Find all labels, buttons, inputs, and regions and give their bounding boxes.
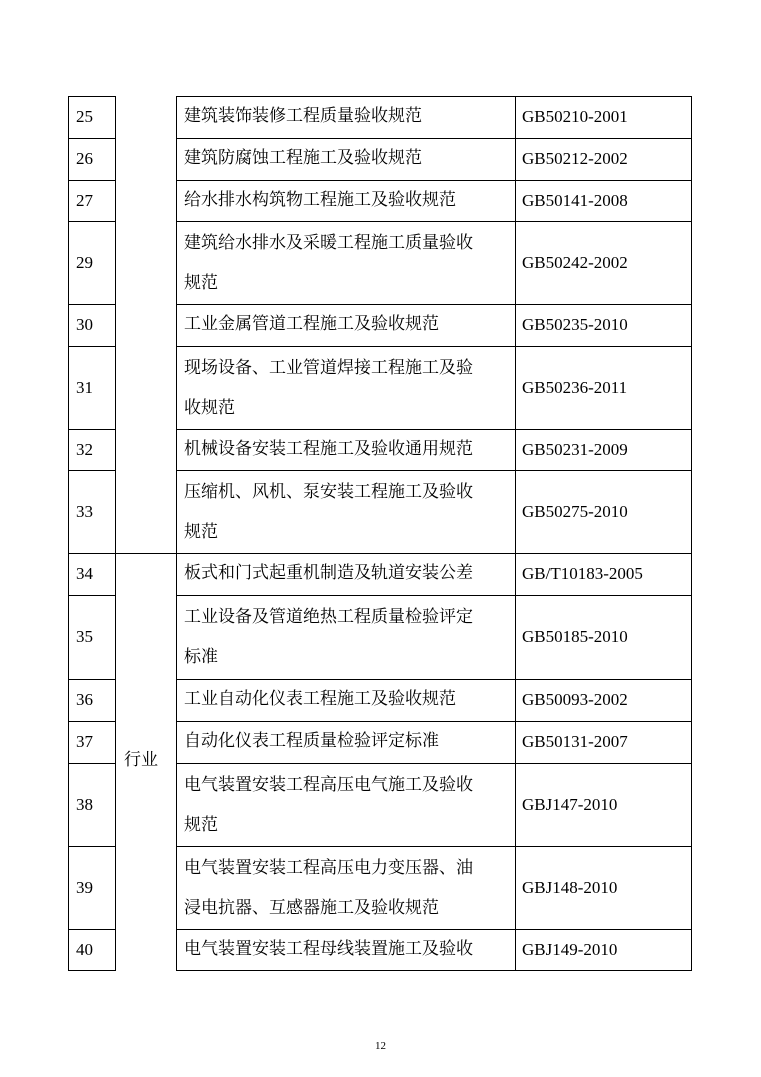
standard-name: [176, 429, 515, 470]
standard-name-line: 工业设备及管道绝热工程质量检验评定: [184, 607, 473, 627]
category-cell-industry: 行业: [124, 750, 158, 770]
standard-name-line: 规范: [184, 521, 218, 542]
row-number: 26: [76, 149, 93, 168]
standard-name-line: 建筑防腐蚀工程施工及验收规范: [184, 148, 422, 168]
standard-code: GB50242-2002: [522, 252, 628, 272]
standard-name-line: 压缩机、风机、泵安装工程施工及验收: [184, 481, 473, 502]
standard-name-line: 给水排水构筑物工程施工及验收规范: [184, 190, 456, 210]
standard-name-line: 现场设备、工业管道焊接工程施工及验: [184, 357, 473, 378]
standard-name-line: 浸电抗器、互感器施工及验收规范: [184, 897, 439, 918]
standard-code: GB50141-2008: [522, 190, 628, 210]
table-border-v: [691, 96, 692, 971]
standard-name-line: 工业自动化仪表工程施工及验收规范: [184, 689, 456, 709]
standard-name: [176, 553, 515, 595]
standard-name: [176, 304, 515, 346]
page-number: 12: [375, 1040, 386, 1052]
standard-name: [176, 763, 515, 846]
standard-name-line: 电气装置安装工程高压电气施工及验收: [184, 774, 473, 795]
row-number: 33: [76, 501, 93, 521]
standard-name: [176, 846, 515, 929]
row-number: 31: [76, 377, 93, 397]
standard-name: [176, 595, 515, 679]
standard-code: GBJ149-2010: [522, 939, 618, 959]
standard-code: GBJ147-2010: [522, 794, 618, 814]
standard-name-line: 规范: [184, 272, 218, 293]
standard-name-line: 收规范: [184, 397, 235, 418]
row-number: 34: [76, 564, 93, 583]
row-number: 25: [76, 107, 93, 126]
standard-name: [176, 221, 515, 304]
row-number: 36: [76, 690, 93, 709]
standard-name-line: 工业金属管道工程施工及验收规范: [184, 314, 439, 334]
standard-name-line: 板式和门式起重机制造及轨道安装公差: [184, 563, 473, 583]
standard-code: GB50131-2007: [522, 732, 628, 751]
row-number: 39: [76, 877, 93, 897]
standard-name: [176, 96, 515, 138]
standard-code: GB50212-2002: [522, 149, 628, 168]
standard-name-line: 机械设备安装工程施工及验收通用规范: [184, 439, 473, 459]
category-divider: [115, 553, 176, 554]
standard-name-line: 标准: [184, 647, 218, 667]
table-border-h: [68, 970, 116, 971]
standard-name-line: 自动化仪表工程质量检验评定标准: [184, 731, 439, 751]
standard-name-line: 电气装置安装工程母线装置施工及验收: [184, 939, 473, 959]
standard-code: GB50275-2010: [522, 501, 628, 521]
standard-code: GB50231-2009: [522, 439, 628, 459]
standard-code: GB50093-2002: [522, 690, 628, 709]
row-number: 29: [76, 252, 93, 272]
row-number: 27: [76, 190, 93, 210]
standard-code: GB50235-2010: [522, 315, 628, 334]
standard-name: [176, 679, 515, 721]
row-number: 37: [76, 732, 93, 751]
standard-name: [176, 138, 515, 180]
standard-name-line: 电气装置安装工程高压电力变压器、油: [184, 857, 473, 878]
standard-name-line: 建筑给水排水及采暖工程施工质量验收: [184, 232, 473, 253]
standard-code: GBJ148-2010: [522, 877, 618, 897]
standard-code: GB/T10183-2005: [522, 564, 643, 583]
row-number: 30: [76, 315, 93, 334]
standard-name-line: 建筑装饰装修工程质量验收规范: [184, 106, 422, 126]
standard-name: [176, 470, 515, 553]
standard-code: GB50210-2001: [522, 107, 628, 126]
standard-name: [176, 929, 515, 970]
standard-name: [176, 346, 515, 429]
standard-name: [176, 721, 515, 763]
standard-name: [176, 180, 515, 221]
row-number: 38: [76, 794, 93, 814]
row-number: 40: [76, 939, 93, 959]
table-border-h: [176, 970, 692, 971]
row-number: 32: [76, 439, 93, 459]
standard-name-line: 规范: [184, 814, 218, 835]
standard-code: GB50185-2010: [522, 627, 628, 646]
column-divider: [115, 96, 116, 971]
row-number: 35: [76, 627, 93, 646]
standard-code: GB50236-2011: [522, 377, 628, 397]
